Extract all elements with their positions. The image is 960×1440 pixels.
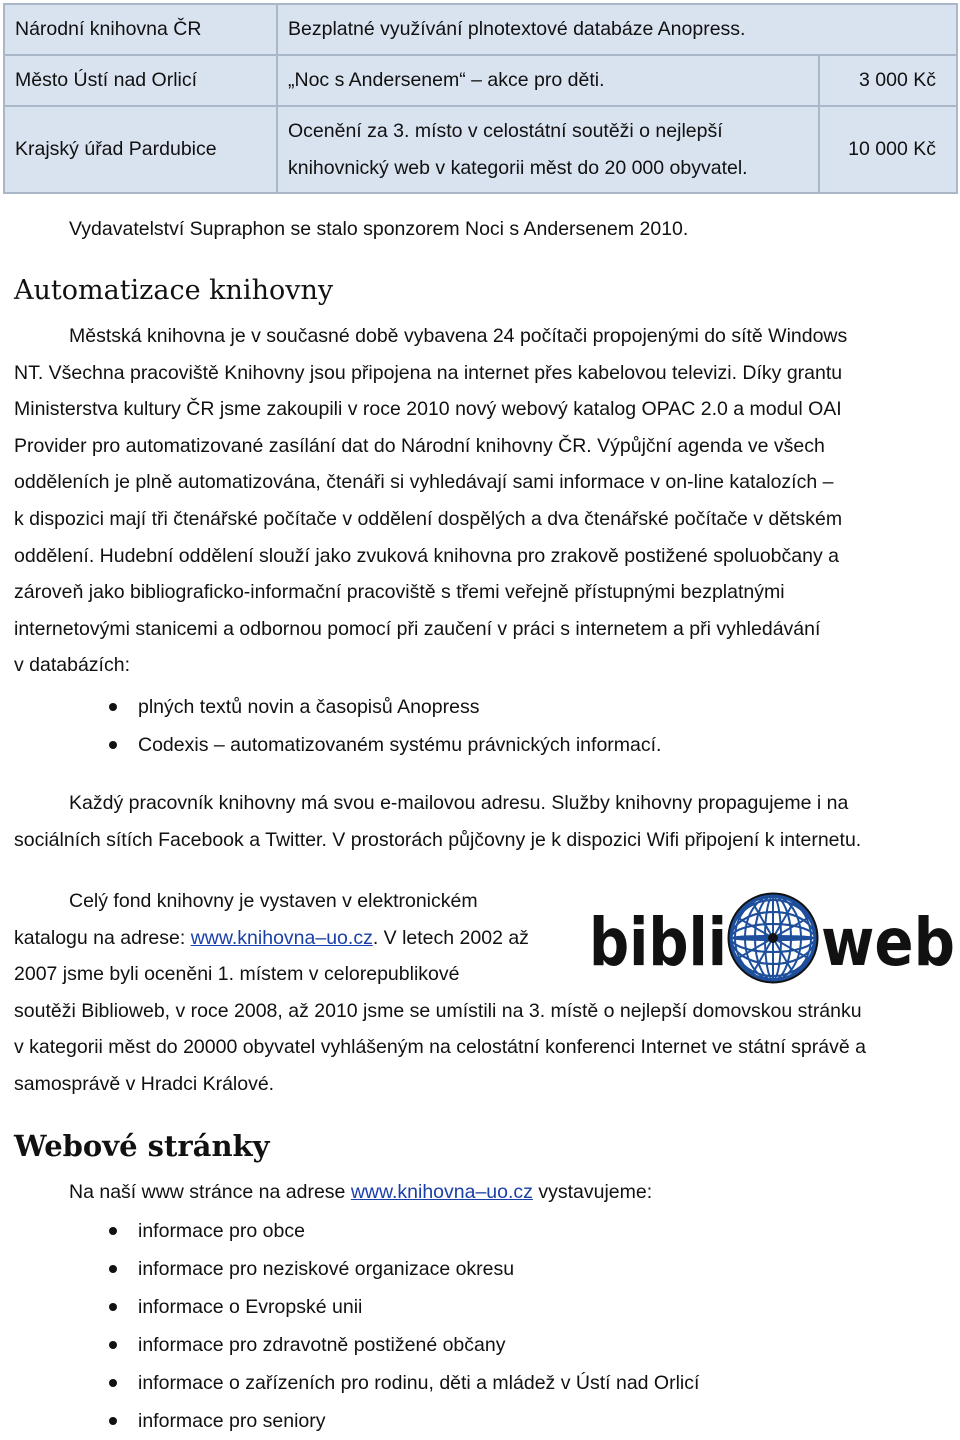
intro-text: vystavujeme: — [532, 1181, 653, 1203]
list-item: informace pro seniory — [14, 1402, 914, 1440]
intro-text: Na naší www stránce na adrese — [69, 1181, 351, 1203]
paragraph-line: internetovými stanicemi a odbornou pomocí při zaučení v práci s internetem a při vyhledávání — [14, 617, 821, 640]
table-cell-amount: 10 000 Kč — [819, 106, 957, 193]
awards-table — [3, 3, 958, 194]
paragraph-line: NT. Všechna pracoviště Knihovny jsou připojena na internet přes kabelovou televizi. Díky grantu — [14, 361, 843, 384]
list-item: informace o zařízeních pro rodinu, děti a mládež v Ústí nad Orlicí — [14, 1364, 914, 1402]
paragraph-line: Provider pro automatizované zasílání dat do Národní knihovny ČR. Výpůjční agenda ve všech — [14, 434, 825, 457]
database-list — [14, 688, 914, 764]
paragraph-line: Městská knihovna je v současné době vybavena 24 počítači propojenými do sítě Windows — [69, 325, 848, 347]
catalog-link[interactable]: www.knihovna–uo.cz — [190, 926, 373, 949]
website-link[interactable]: www.knihovna–uo.cz — [350, 1181, 533, 1203]
table-row — [4, 4, 957, 55]
list-item: plných textů novin a časopisů Anopress — [14, 688, 914, 726]
logo-wordmark-left: bibli — [589, 904, 727, 981]
biblioweb-logo-graphic — [589, 889, 957, 986]
web-intro — [69, 1174, 652, 1211]
paragraph-line: Celý fond knihovny je vystaven v elektronickém — [69, 890, 478, 912]
list-item: informace o Evropské unii — [14, 1288, 914, 1326]
table-cell-desc: Ocenění za 3. místo v celostátní soutěži o nejlepší knihovnický web v kategorii měst do 20 000 obyvatel. — [277, 106, 819, 193]
section-heading-web: Webové stránky — [14, 1129, 270, 1163]
line-text: . V letech 2002 až — [372, 926, 529, 949]
web-content-list — [14, 1212, 914, 1440]
paragraph-line: Ministerstva kultury ČR jsme zakoupili v roce 2010 nový webový katalog OPAC 2.0 a modul OAI — [14, 398, 842, 421]
list-item: informace pro zdravotně postižené občany — [14, 1326, 914, 1364]
list-item: informace pro neziskové organizace okresu — [14, 1250, 914, 1288]
paragraph-line: oddělení. Hudební oddělení slouží jako zvuková knihovna pro zrakově postižené spoluobčany a — [14, 544, 839, 567]
paragraph-line: soutěži Biblioweb, v roce 2008, až 2010 jsme se umístili na 3. místě o nejlepší domovskou stránku — [14, 999, 862, 1022]
table-cell-org: Národní knihovna ČR — [4, 4, 277, 55]
table-cell-amount: 3 000 Kč — [819, 55, 957, 106]
table-cell-desc: „Noc s Andersenem“ – akce pro děti. — [277, 55, 819, 106]
table-row — [4, 55, 957, 106]
list-item: informace pro obce — [14, 1212, 914, 1250]
automation-paragraph — [14, 318, 946, 684]
sponsor-line: Vydavatelství Supraphon se stalo sponzorem Noci s Andersenem 2010. — [69, 218, 689, 240]
paragraph-line: sociálních sítích Facebook a Twitter. V prostorách půjčovny je k dispozici Wifi připojení k internetu. — [14, 828, 862, 851]
line-text: katalogu na adrese: — [14, 926, 191, 949]
paragraph-line — [14, 920, 572, 957]
spider-icon — [768, 933, 778, 943]
email-paragraph — [14, 785, 946, 858]
table-cell-desc: Bezplatné využívání plnotextové databáze Anopress. — [277, 4, 957, 55]
paragraph-line: zároveň jako bibliograficko-informační pracoviště s třemi veřejně přístupnými bezplatnými — [14, 581, 785, 604]
table-cell-org: Město Ústí nad Orlicí — [4, 55, 277, 106]
paragraph-line: 2007 jsme byli oceněni 1. místem v celorepublikové — [14, 963, 460, 986]
biblioweb-logo — [589, 889, 957, 986]
paragraph-line: v databázích: — [14, 654, 130, 677]
paragraph-line: v kategorii měst do 20000 obyvatel vyhlášeným na celostátní konferenci Internet ve státní správě a — [14, 1036, 866, 1059]
list-item: Codexis – automatizovaném systému právnických informací. — [14, 726, 914, 764]
paragraph-line: Každý pracovník knihovny má svou e-mailovou adresu. Služby knihovny propagujeme i na — [69, 792, 849, 814]
table-row — [4, 106, 957, 193]
paragraph-line: samosprávě v Hradci Králové. — [14, 1072, 275, 1095]
logo-wordmark-right: web — [821, 904, 955, 981]
paragraph-line: k dispozici mají tři čtenářské počítače v oddělení dospělých a dva čtenářské počítače v dětském — [14, 507, 843, 530]
table-cell-org: Krajský úřad Pardubice — [4, 106, 277, 193]
section-heading-automation: Automatizace knihovny — [14, 275, 334, 306]
paragraph-line: odděleních je plně automatizována, čtenáři si vyhledávají sami informace v on-line katalozích – — [14, 471, 834, 494]
